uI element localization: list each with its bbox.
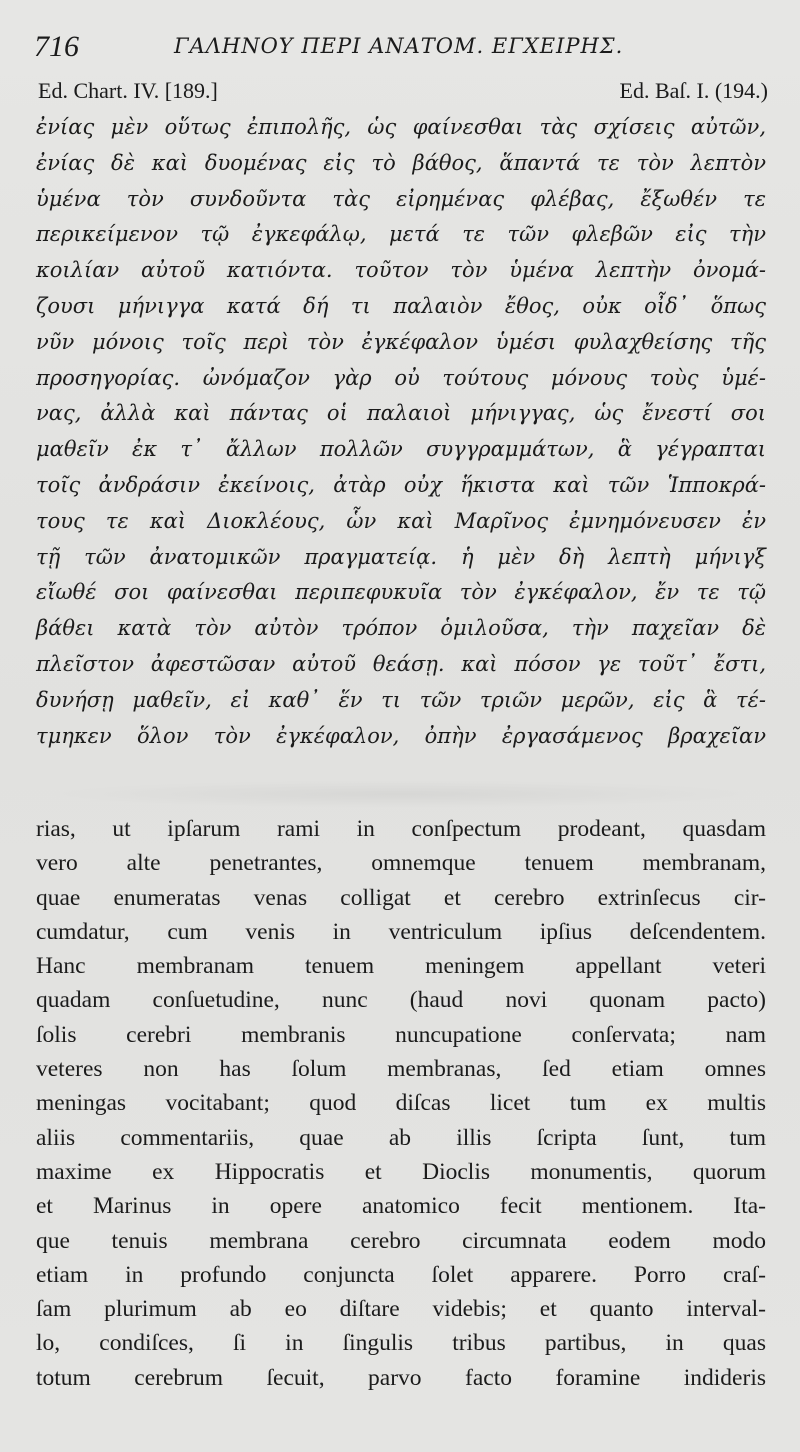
- latin-text-line: ſam plurimum ab eo diſtare videbis; et quanto interval-: [36, 1296, 766, 1323]
- edition-basel: Ed. Baſ. I. (194.): [619, 78, 768, 103]
- greek-text-line: τοῖς ἀνδράσιν ἐκείνοις, ἀτὰρ οὐχ ἥκιστα καὶ τῶν Ἱπποκρά-: [36, 472, 766, 497]
- greek-text-line: ἐνίας μὲν οὕτως ἐπιπολῆς, ὡς φαίνεσθαι τὰς σχίσεις αὐτῶν,: [36, 115, 766, 139]
- greek-text-line: περικείμενον τῷ ἐγκεφάλῳ, μετά τε τῶν φλεβῶν εἰς τὴν: [36, 222, 766, 247]
- latin-text-line: ſolis cerebri membranis nuncupatione conſervata; nam: [36, 1021, 766, 1048]
- latin-text-line: etiam in profundo conjuncta ſolet apparere. Porro craſ-: [36, 1261, 766, 1288]
- greek-text-line: κοιλίαν αὐτοῦ κατιόντα. τοῦτον τὸν ὑμένα λεπτὴν ὀνομά-: [36, 258, 766, 283]
- greek-text-line: βάθει κατὰ τὸν αὐτὸν τρόπον ὁμιλοῦσα, τὴν παχεῖαν δὲ: [36, 616, 766, 641]
- latin-text-line: cumdatur, cum venis in ventriculum ipſius deſcendentem.: [36, 918, 766, 945]
- greek-text-line: ἐνίας δὲ καὶ δυομένας εἰς τὸ βάθος, ἅπαντά τε τὸν λεπτὸν: [36, 150, 766, 175]
- page-number: 716: [34, 30, 79, 63]
- greek-text-line: ζουσι μήνιγγα κατά δή τι παλαιὸν ἔθος, οὐκ οἶδ᾽ ὅπως: [36, 293, 766, 318]
- latin-text-line: quae enumeratas venas colligat et cerebro extrinſecus cir-: [36, 884, 766, 911]
- latin-text-line: maxime ex Hippocratis et Dioclis monumentis, quorum: [36, 1158, 766, 1185]
- latin-text-line: quadam conſuetudine, nunc (haud novi quonam pacto): [36, 987, 766, 1014]
- latin-text-line: lo, condiſces, ſi in ſingulis tribus partibus, in quas: [36, 1330, 766, 1357]
- page-header: [34, 30, 774, 70]
- bleed-through-smudge: [40, 780, 760, 808]
- greek-text-line: πλεῖστον ἀφεστῶσαν αὐτοῦ θεάσῃ. καὶ πόσον γε τοῦτ᾽ ἔστι,: [36, 651, 766, 676]
- greek-text-line: τῇ τῶν ἀνατομικῶν πραγματείᾳ. ἡ μὲν δὴ λεπτὴ μήνιγξ: [36, 544, 766, 569]
- latin-text-line: veteres non has ſolum membranas, ſed etiam omnes: [36, 1056, 766, 1083]
- greek-text-line: εἴωθέ σοι φαίνεσθαι περιπεφυκυῖα τὸν ἐγκέφαλον, ἔν τε τῷ: [36, 580, 766, 605]
- latin-text-line: rias, ut ipſarum rami in conſpectum prodeant, quasdam: [36, 816, 766, 842]
- latin-text-line: aliis commentariis, quae ab illis ſcripta ſunt, tum: [36, 1124, 766, 1151]
- greek-text-block: [36, 110, 766, 754]
- greek-text-line: μαθεῖν ἐκ τ᾽ ἄλλων πολλῶν συγγραμμάτων, ἃ γέγραπται: [36, 437, 766, 462]
- running-title: ΓΑΛΗΝΟΥ ΠΕΡΙ ΑΝΑΤΟΜ. ΕΓΧΕΙΡΗΣ.: [174, 34, 624, 58]
- greek-text-line: προσηγορίας. ὠνόμαζον γὰρ οὐ τούτους μόνους τοὺς ὑμέ-: [36, 365, 766, 390]
- latin-text-line: et Marinus in opere anatomico fecit mentionem. Ita-: [36, 1193, 766, 1220]
- greek-text-line: τμηκεν ὅλον τὸν ἐγκέφαλον, ὀπὴν ἐργασάμενος βραχεῖαν: [36, 723, 766, 748]
- latin-text-block: [36, 812, 766, 1395]
- greek-text-line: δυνήσῃ μαθεῖν, εἰ καθ᾽ ἕν τι τῶν τριῶν μερῶν, εἰς ἃ τέ-: [36, 687, 766, 712]
- edition-line: [38, 78, 768, 108]
- latin-text-line: totum cerebrum ſecuit, parvo facto foramine indideris: [36, 1364, 766, 1391]
- greek-text-line: νῦν μόνοις τοῖς περὶ τὸν ἐγκέφαλον ὑμέσι φυλαχθείσης τῆς: [36, 329, 766, 354]
- latin-text-line: meningas vocitabant; quod diſcas licet tum ex multis: [36, 1090, 766, 1117]
- latin-text-line: vero alte penetrantes, omnemque tenuem membranam,: [36, 850, 766, 877]
- edition-chart: Ed. Chart. IV. [189.]: [38, 78, 218, 103]
- greek-text-line: νας, ἀλλὰ καὶ πάντας οἱ παλαιοὶ μήνιγγας, ὡς ἔνεστί σοι: [36, 401, 766, 426]
- greek-text-line: ὑμένα τὸν συνδοῦντα τὰς εἰρημένας φλέβας, ἔξωθέν τε: [36, 186, 766, 211]
- latin-text-line: que tenuis membrana cerebro circumnata eodem modo: [36, 1227, 766, 1254]
- latin-text-line: Hanc membranam tenuem meningem appellant veteri: [36, 953, 766, 980]
- greek-text-line: τους τε καὶ Διοκλέους, ὧν καὶ Μαρῖνος ἐμνημόνευσεν ἐν: [36, 508, 766, 533]
